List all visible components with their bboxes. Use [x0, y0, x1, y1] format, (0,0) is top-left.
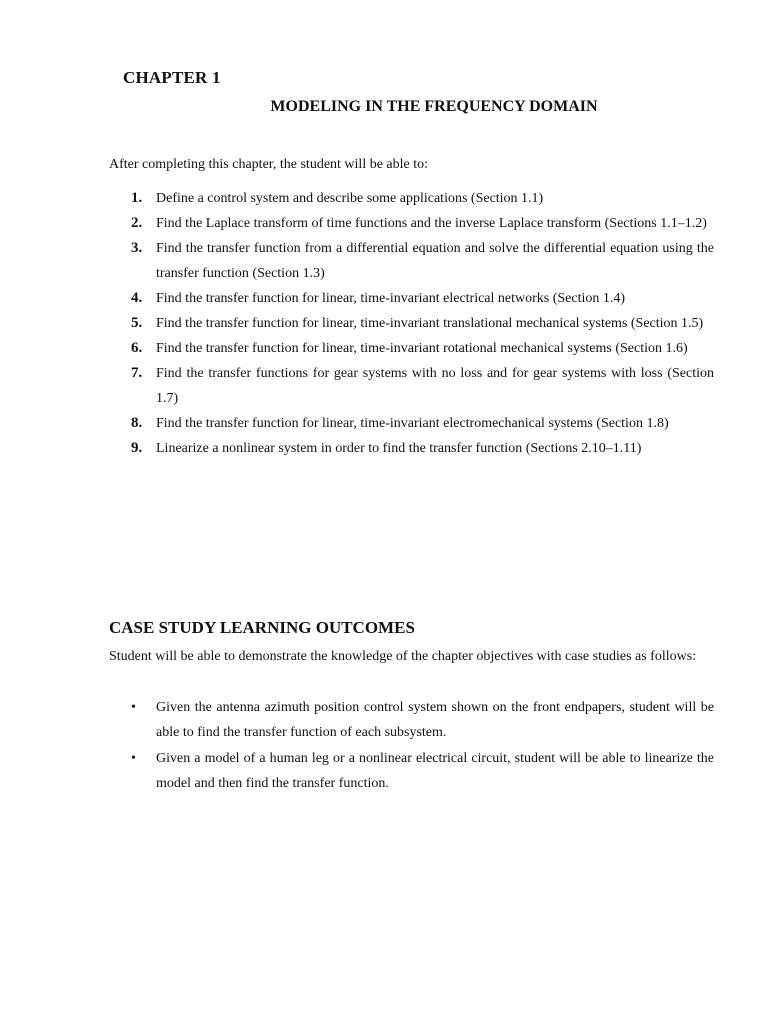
case-study-heading: CASE STUDY LEARNING OUTCOMES	[109, 618, 415, 637]
list-item	[109, 436, 714, 461]
item-text: Find the transfer function for linear, time-invariant electromechanical systems (Section 1.8)	[156, 416, 669, 431]
item-text: Find the Laplace transform of time functions and the inverse Laplace transform (Sections 1.1–1.2)	[156, 216, 707, 231]
item-number: 7.	[131, 365, 143, 381]
item-text: Find the transfer functions for gear systems with no loss and for gear systems with loss (Section 1.7)	[156, 366, 714, 406]
objectives-list	[109, 186, 714, 461]
item-text: Find the transfer function for linear, time-invariant electrical networks (Section 1.4)	[156, 291, 626, 306]
chapter-label: CHAPTER 1	[123, 68, 221, 87]
list-item	[109, 286, 714, 311]
item-text: Find the transfer function for linear, time-invariant translational mechanical systems (Section 1.5)	[156, 316, 704, 331]
item-number: 5.	[131, 315, 143, 331]
item-number: 6.	[131, 340, 143, 356]
item-text: Find the transfer function from a differential equation and solve the differential equation using the transfer function (Section 1.3)	[156, 241, 714, 281]
item-number: 8.	[131, 415, 143, 431]
bullet-icon: •	[131, 700, 136, 715]
list-item	[109, 361, 714, 411]
item-number: 3.	[131, 240, 143, 256]
list-item	[109, 186, 714, 211]
item-number: 2.	[131, 215, 143, 231]
bullet-icon: •	[131, 751, 136, 766]
list-item	[109, 211, 714, 236]
item-text: Find the transfer function for linear, time-invariant rotational mechanical systems (Section 1.6)	[156, 341, 688, 356]
list-item	[109, 411, 714, 436]
intro-text: After completing this chapter, the student will be able to:	[109, 157, 429, 172]
list-item	[109, 236, 714, 286]
list-item	[109, 746, 714, 796]
list-item	[109, 695, 714, 745]
list-item	[109, 311, 714, 336]
list-item	[109, 336, 714, 361]
item-number: 4.	[131, 290, 143, 306]
item-number: 9.	[131, 440, 143, 456]
item-text: Define a control system and describe some applications (Section 1.1)	[156, 191, 544, 206]
item-text: Linearize a nonlinear system in order to find the transfer function (Sections 2.10–1.11)	[156, 441, 642, 456]
item-text: Given the antenna azimuth position control system shown on the front endpapers, student will be able to find the transfer function of each subsystem.	[156, 700, 714, 740]
item-text: Given a model of a human leg or a nonlinear electrical circuit, student will be able to linearize the model and then find the transfer function.	[156, 751, 714, 791]
case-study-intro: Student will be able to demonstrate the knowledge of the chapter objectives with case studies as follows:	[109, 649, 697, 664]
chapter-title: MODELING IN THE FREQUENCY DOMAIN	[270, 98, 598, 115]
case-study-list	[109, 695, 714, 797]
item-number: 1.	[131, 190, 143, 206]
